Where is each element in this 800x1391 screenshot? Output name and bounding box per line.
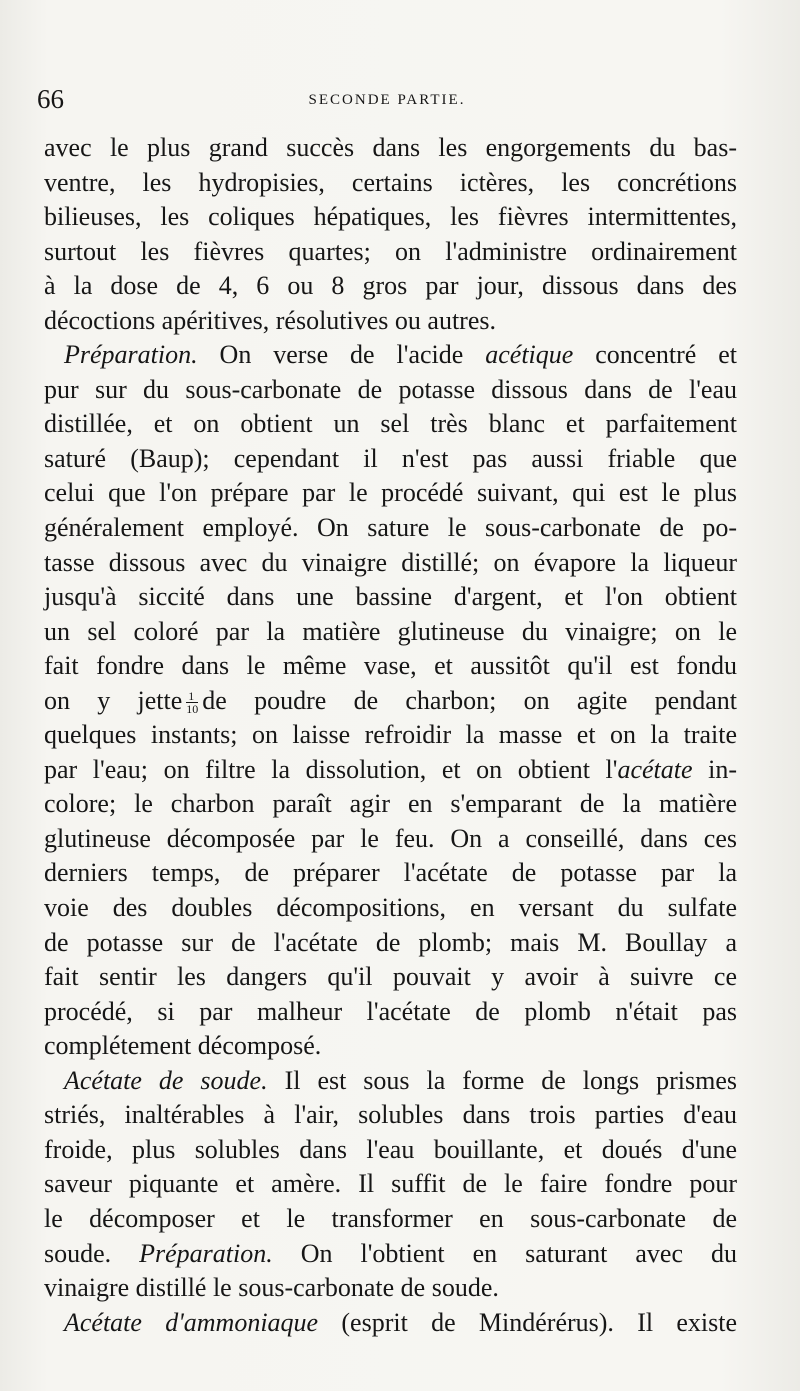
text-run: jusqu'à siccité dans une bassine d'argent, et l'on obtient (44, 582, 737, 612)
text-line (44, 1029, 737, 1064)
text-line (44, 407, 737, 442)
italic-text: Préparation. (139, 1238, 273, 1268)
text-run: ventre, les hydropisies, certains ictères, les concrétions (44, 167, 737, 197)
text-run: de potasse sur de l'acétate de plomb; mais M. Boullay a (44, 927, 737, 957)
italic-text: Acétate d'ammoniaque (64, 1307, 319, 1337)
text-run: surtout les fièvres quartes; on l'administre ordinairement (44, 236, 737, 266)
text-line (44, 753, 737, 788)
text-line (44, 269, 737, 304)
fraction-denominator: 10 (186, 702, 199, 717)
text-line (44, 511, 737, 546)
text-run: distillée, et on obtient un sel très blanc et parfaitement (44, 409, 737, 439)
text-run: saturé (Baup); cependant il n'est pas aussi friable que (44, 443, 737, 473)
text-line (44, 1133, 737, 1168)
text-line (44, 891, 737, 926)
text-run: glutineuse décomposée par le feu. On a conseillé, dans ces (44, 823, 737, 853)
text-line (44, 995, 737, 1030)
text-run: quelques instants; on laisse refroidir la masse et on la traite (44, 720, 737, 750)
text-run: complétement décomposé. (44, 1031, 322, 1061)
page-header (37, 84, 737, 124)
text-run: fait sentir les dangers qu'il pouvait y avoir à suivre ce (44, 962, 737, 992)
text-run: pur sur du sous-carbonate de potasse dissous dans de l'eau (44, 374, 737, 404)
text-run: concentré et (573, 340, 737, 370)
italic-text: Préparation. (64, 340, 198, 370)
text-line (44, 1237, 737, 1272)
text-line (44, 926, 737, 961)
italic-text: acétate (617, 754, 693, 784)
text-run: fait fondre dans le même vase, et aussitôt qu'il est fondu (44, 651, 737, 681)
text-line (44, 822, 737, 857)
text-line (44, 718, 737, 753)
text-run: vinaigre distillé le sous-carbonate de soude. (44, 1273, 499, 1303)
text-line (44, 166, 737, 201)
text-run: on y jette (44, 685, 183, 715)
text-run: saveur piquante et amère. Il suffit de le faire fondre pour (44, 1169, 737, 1199)
text-run: par l'eau; on filtre la dissolution, et on obtient l' (44, 754, 618, 784)
text-run: On verse de l'acide (197, 340, 486, 370)
text-line (44, 338, 737, 373)
text-line (44, 1271, 737, 1306)
text-line (44, 304, 737, 339)
text-line (44, 1202, 737, 1237)
text-run: voie des doubles décompositions, en versant du sulfate (44, 893, 737, 923)
text-line (44, 649, 737, 684)
text-line (44, 684, 737, 719)
text-line (44, 1064, 737, 1099)
page-number: 66 (37, 84, 64, 114)
text-line (44, 373, 737, 408)
text-run: décoctions apéritives, résolutives ou autres. (44, 305, 496, 335)
text-run: froide, plus solubles dans l'eau bouillante, et doués d'une (44, 1134, 737, 1164)
body-text (44, 131, 737, 1340)
text-run: derniers temps, de préparer l'acétate de potasse par la (44, 858, 737, 888)
text-run: colore; le charbon paraît agir en s'emparant de la matière (44, 789, 737, 819)
running-head: SECONDE PARTIE. (308, 92, 466, 108)
text-run: celui que l'on prépare par le procédé suivant, qui est le plus (44, 478, 737, 508)
text-line (44, 131, 737, 166)
text-line (44, 546, 737, 581)
fraction-numerator: 1 (186, 690, 198, 703)
text-line (44, 442, 737, 477)
text-run: procédé, si par malheur l'acétate de plomb n'était pas (44, 996, 737, 1026)
text-line (44, 200, 737, 235)
italic-text: Acétate de soude. (64, 1065, 268, 1095)
text-line (44, 235, 737, 270)
text-line (44, 856, 737, 891)
fraction (186, 690, 198, 715)
text-run: soude. (44, 1238, 140, 1268)
text-run: striés, inaltérables à l'air, solubles dans trois parties d'eau (44, 1100, 737, 1130)
text-run: On l'obtient en saturant avec du (272, 1238, 737, 1268)
text-line (44, 1098, 737, 1133)
text-line (44, 476, 737, 511)
text-line (44, 1306, 737, 1341)
text-run: le décomposer et le transformer en sous-carbonate de (44, 1203, 737, 1233)
text-line (44, 580, 737, 615)
text-run: à la dose de 4, 6 ou 8 gros par jour, dissous dans des (44, 271, 737, 301)
text-run: un sel coloré par la matière glutineuse du vinaigre; on le (44, 616, 737, 646)
text-run: avec le plus grand succès dans les engorgements du bas- (44, 133, 737, 162)
text-run: bilieuses, les coliques hépatiques, les fièvres intermittentes, (44, 202, 737, 232)
text-line (44, 960, 737, 995)
italic-text: acétique (485, 340, 574, 370)
text-run: (esprit de Mindérérus). Il existe (318, 1307, 737, 1337)
text-run: de poudre de charbon; on agite pendant (202, 685, 737, 715)
text-line (44, 1167, 737, 1202)
text-line (44, 615, 737, 650)
text-run: Il est sous la forme de longs prismes (267, 1065, 738, 1095)
text-run: in- (692, 754, 737, 784)
text-run: généralement employé. On sature le sous-carbonate de po- (44, 513, 737, 543)
text-run: tasse dissous avec du vinaigre distillé; on évapore la liqueur (44, 547, 737, 577)
text-line (44, 787, 737, 822)
